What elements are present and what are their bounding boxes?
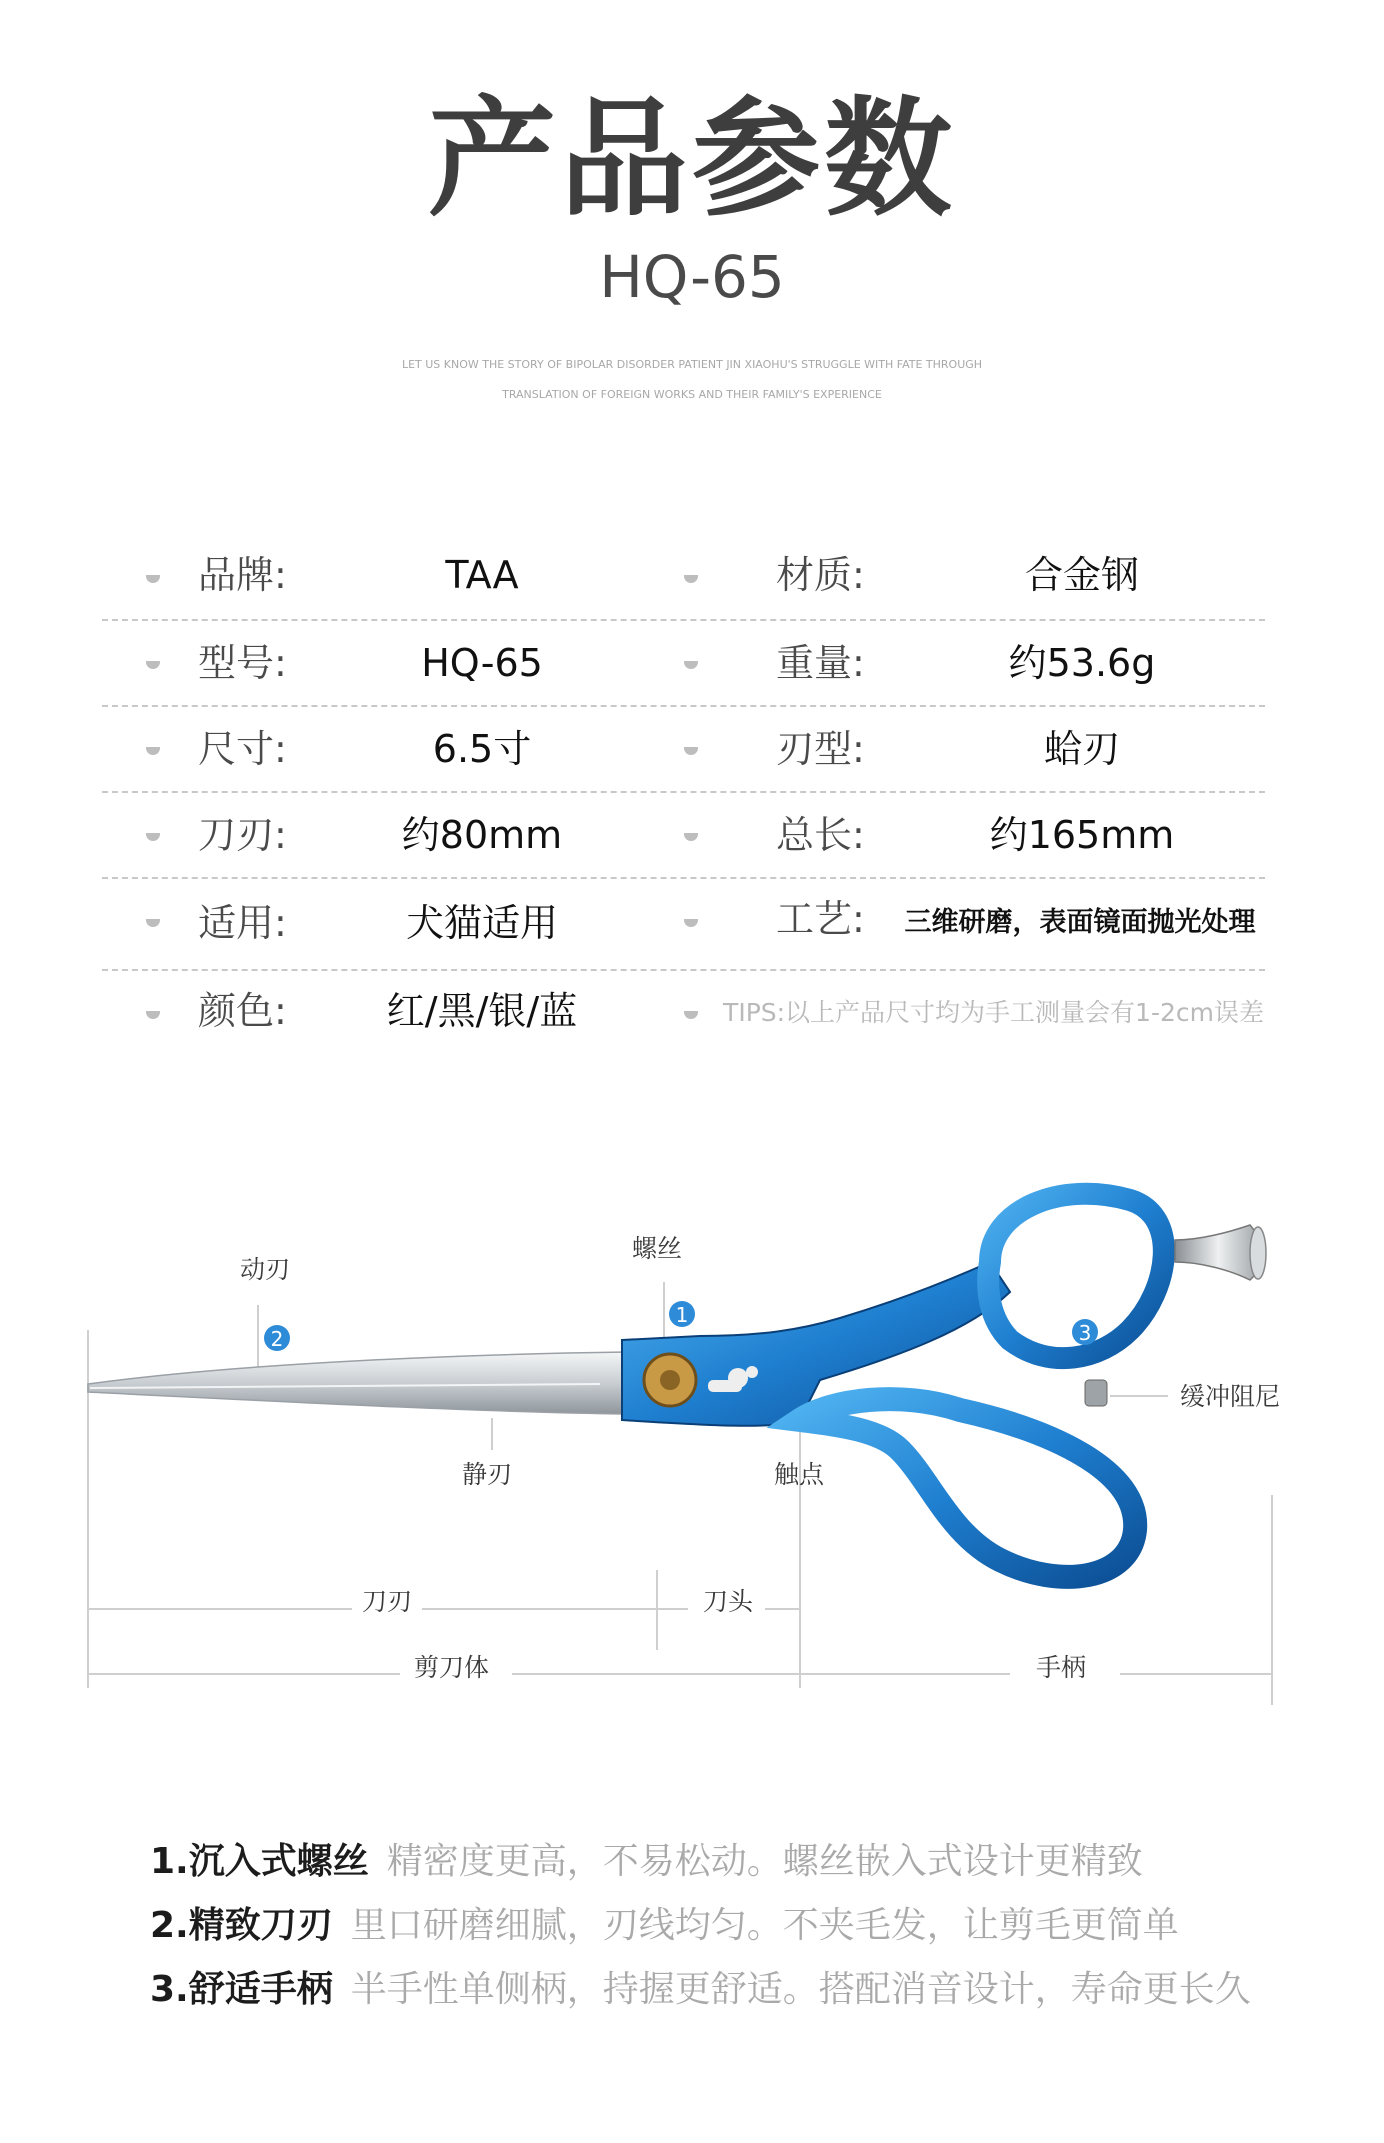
english-caption-line-1: LET US KNOW THE STORY OF BIPOLAR DISORDER PATIENT JIN XIAOHU'S STRUGGLE WITH FATE THROUGH [401,358,983,371]
spec-label: 材质: [776,553,865,597]
svg-text:2: 2 [270,1327,284,1351]
model-subtitle: HQ-65 [599,243,785,311]
spec-value: HQ-65 [421,641,543,685]
label-contact-point: 触点 [774,1460,825,1489]
spec-label: 刀刃: [198,813,287,857]
spec-label: 重量: [776,641,865,685]
english-caption-line-2: TRANSLATION OF FOREIGN WORKS AND THEIR FAMILY'S EXPERIENCE [502,388,882,401]
bullet-icon [146,833,160,841]
spec-label: 适用: [198,901,287,945]
spec-value: TAA [445,553,519,597]
finger-rest [1175,1225,1262,1280]
spec-value: 约53.6g [1008,641,1156,685]
feature-item [150,1902,1179,1950]
svg-text:1: 1 [675,1303,689,1327]
label-static-blade: 静刃 [462,1460,513,1489]
spec-label: 颜色: [198,989,287,1033]
marker-3 [1072,1319,1098,1345]
spec-row [102,879,1265,971]
bullet-icon [684,1011,698,1019]
spec-value: 蛤刃 [1043,727,1120,771]
spec-label: 刃型: [776,727,865,771]
spec-row [102,793,1265,879]
bullet-icon [684,919,698,927]
buffer-damper [1085,1380,1107,1406]
spec-value: 合金钢 [1024,553,1139,597]
spec-value: 约80mm [401,813,563,857]
bullet-icon [684,747,698,755]
scissors-diagram [0,1180,1384,1740]
bullet-icon [146,747,160,755]
bullet-icon [684,575,698,583]
spec-label: 工艺: [776,897,865,941]
tips-note: TIPS:以上产品尺寸均为手工测量会有1-2cm误差 [723,998,1264,1027]
label-scissor-body: 剪刀体 [414,1653,490,1682]
bullet-icon [684,661,698,669]
feature-desc: 精密度更高，不易松动。螺丝嵌入式设计更精致 [386,1841,1143,1882]
bullet-icon [146,1011,160,1019]
feature-title: 3.舒适手柄 [150,1969,333,2010]
feature-title: 1.沉入式螺丝 [150,1841,369,1882]
label-buffer: 缓冲阻尼 [1180,1382,1281,1411]
marker-2 [264,1325,290,1351]
spec-row [102,535,1265,621]
lower-finger-ring [800,1399,1135,1577]
blade-shape [88,1352,628,1414]
bullet-icon [146,661,160,669]
spec-label: 品牌: [198,553,287,597]
bullet-icon [146,919,160,927]
spec-label: 尺寸: [198,727,287,771]
feature-desc: 里口研磨细腻，刃线均匀。不夹毛发，让剪毛更简单 [350,1905,1179,1946]
spec-value: 约165mm [989,813,1175,857]
label-handle: 手柄 [1036,1653,1087,1682]
label-blade-tip: 刀头 [703,1587,754,1616]
spec-row [102,971,1265,1057]
feature-title: 2.精致刀刃 [150,1905,333,1946]
feature-item [150,1838,1143,1886]
spec-value: 红/黑/银/蓝 [386,989,578,1033]
feature-item [150,1966,1251,2014]
marker-1 [669,1301,695,1327]
svg-text:3: 3 [1078,1321,1092,1345]
spec-label: 型号: [198,641,287,685]
spec-row [102,707,1265,793]
label-moving-blade: 动刃 [240,1255,291,1284]
bullet-icon [146,575,160,583]
spec-row [102,621,1265,707]
spec-label: 总长: [776,813,865,857]
spec-value: 三维研磨，表面镜面抛光处理 [904,907,1256,938]
bullet-icon [684,833,698,841]
label-blade-edge: 刀刃 [362,1587,413,1616]
page-title: 产品参数 [427,85,956,234]
spec-value: 6.5寸 [432,727,532,771]
spec-value: 犬猫适用 [405,901,558,945]
feature-desc: 半手性单侧柄，持握更舒适。搭配消音设计，寿命更长久 [350,1969,1251,2010]
label-screw: 螺丝 [632,1234,683,1263]
